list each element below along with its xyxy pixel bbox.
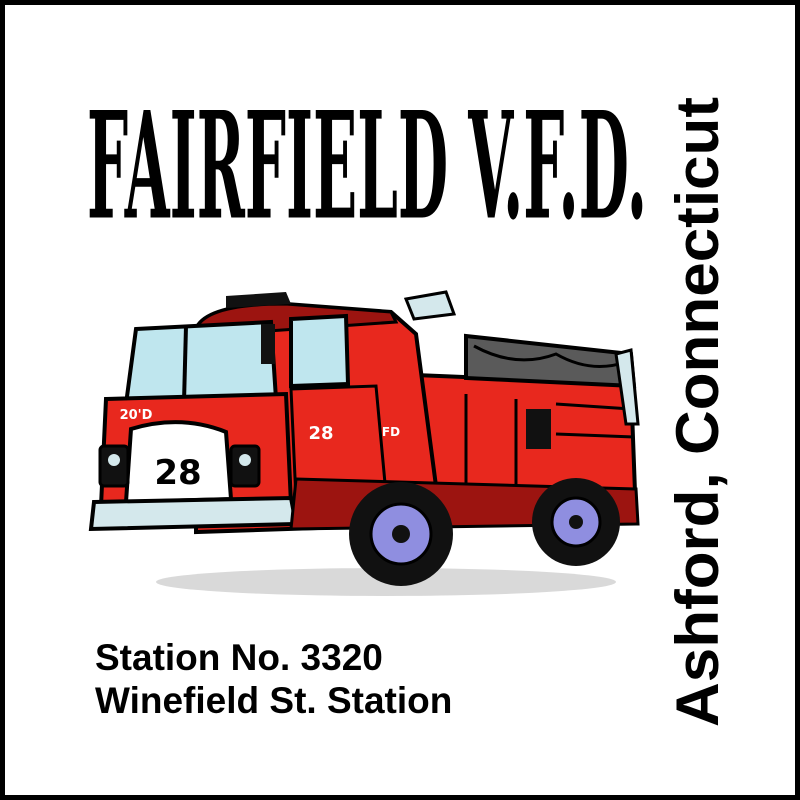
street-name: Winefield St. Station <box>95 680 453 721</box>
pump-panel <box>526 409 551 449</box>
door-initials: FD <box>381 425 401 439</box>
bumper-text: 20'D <box>119 408 153 423</box>
station-number: Station No. 3320 <box>95 637 383 678</box>
title-text: FAIRFIELD V.F.D. <box>87 80 648 230</box>
fire-truck-illustration <box>86 274 650 604</box>
front-bumper <box>91 498 296 529</box>
side-mirror <box>261 324 275 364</box>
hose-bed-cover <box>466 336 634 386</box>
side-window <box>291 316 348 386</box>
door-number: 28 <box>308 423 334 444</box>
station-info <box>95 636 452 722</box>
location-text: Ashford, Connecticut <box>664 117 731 727</box>
grille-number: 28 <box>154 453 202 493</box>
location-label <box>650 92 740 732</box>
department-title <box>72 80 662 230</box>
windshield <box>126 322 276 404</box>
deck-gun <box>406 292 454 319</box>
